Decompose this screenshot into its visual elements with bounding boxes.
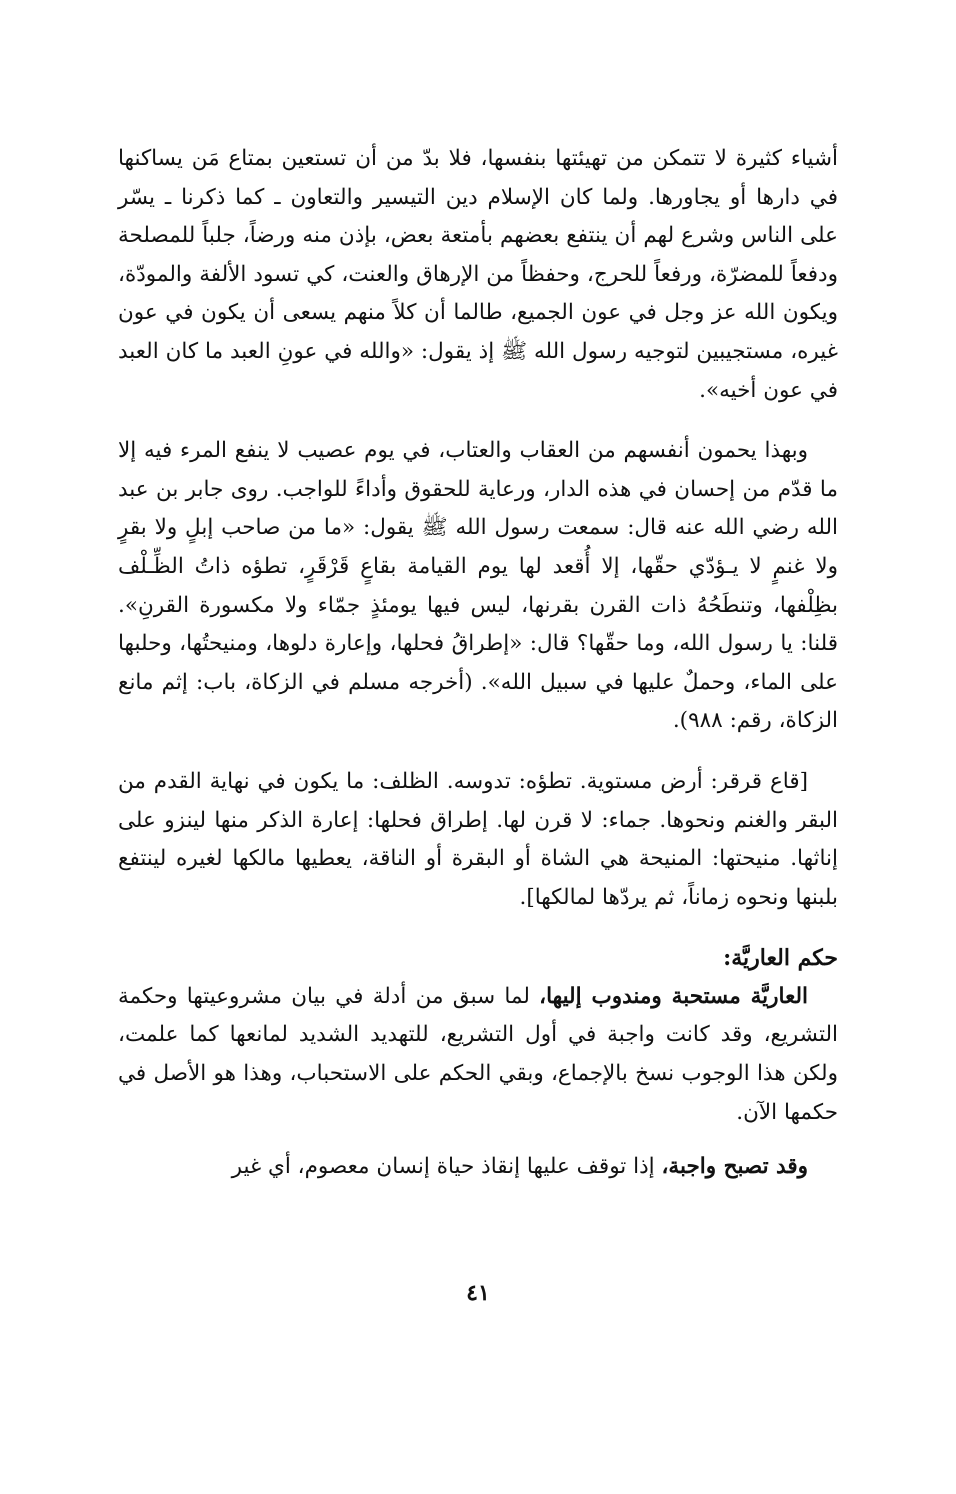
paragraph-5-bold-lead: وقد تصبح واجبة، [661, 1154, 808, 1180]
page-body [118, 140, 838, 1187]
paragraph-3-glossary: [قاع قرقر: أرض مستوية. تطؤه: تدوسه. الظلف: ما يكون في نهاية القدم من البقر والغنم ونحوها. جماء: لا قرن لها. إطراق فحلها: إعارة الذكر منها لينزو على إناثها. منيحتها: المنيحة هي الشاة أو البقرة أو الناقة، يعطيها مالكها لغيره لينتفع بلبنها ونحوه زماناً، ثم يردّها لمالكها]. [118, 768, 838, 910]
page-number: ٤١ [466, 1280, 490, 1306]
paragraph-5 [118, 1148, 838, 1187]
section-heading: حكم العاريَّة: [723, 945, 838, 972]
paragraph-5-text: إذا توقف عليها إنقاذ حياة إنسان معصوم، أي غير [231, 1154, 662, 1180]
paragraph-2: وبهذا يحمون أنفسهم من العقاب والعتاب، في يوم عصيب لا ينفع المرء فيه إلا ما قدّم من إحسان في هذه الدار، ورعاية للحقوق وأداءً للواجب. روى جابر بن عبد الله رضي الله عنه قال: سمعت رسول الله ﷺ يقول: «ما من صاحب إبلٍ ولا بقرٍ ولا غنمٍ لا يـؤدّي حقّها، إلا أُقعد لها يوم القيامة بقاعٍ قَرْقَرٍ، تطؤه ذاتُ الظِّـلْف بظِلْفها، وتنطَحُهُ ذات القرن بقرنها، ليس فيها يومئذٍ جمّاء ولا مكسورة القرنِ». قلنا: يا رسول الله، وما حقّها؟ قال: «إطراقُ فحلها، وإعارة دلوها، ومنيحتُها، وحلبها على الماء، وحملٌ عليها في سبيل الله». (أخرجه مسلم في الزكاة، باب: إثم مانع الزكاة، رقم: ٩٨٨). [118, 438, 838, 734]
paragraph-1: أشياء كثيرة لا تتمكن من تهيئتها بنفسها، فلا بدّ من أن تستعين بمتاع مَن يساكنها في دارها أو يجاورها. ولما كان الإسلام دين التيسير والتعاون ـ كما ذكرنا ـ يسّر على الناس وشرع لهم أن ينتفع بعضهم بأمتعة بعض، بإذن منه ورضاً، جلباً للمصلحة ودفعاً للمضرّة، ورفعاً للحرج، وحفظاً من الإرهاق والعنت، كي تسود الألفة والمودّة، ويكون الله عز وجل في عون الجميع، طالما أن كلاً منهم يسعى أن يكون في عون غيره، مستجيبين لتوجيه رسول الله ﷺ إذ يقول: «والله في عونِ العبد ما كان العبد في عون أخيه». [118, 146, 838, 403]
paragraph-4-text: لما سبق من أدلة في بيان مشروعيتها وحكمة التشريع، وقد كانت واجبة في أول التشريع، للتهديد الشديد لمانعها كما علمت، ولكن هذا الوجوب نسخ بالإجماع، وبقي الحكم على الاستحباب، وهذا هو الأصل في حكمها الآن. [118, 983, 838, 1125]
paragraph-4 [118, 978, 838, 1132]
paragraph-4-bold-lead: العاريَّة مستحبة ومندوب إليها، [539, 983, 808, 1009]
